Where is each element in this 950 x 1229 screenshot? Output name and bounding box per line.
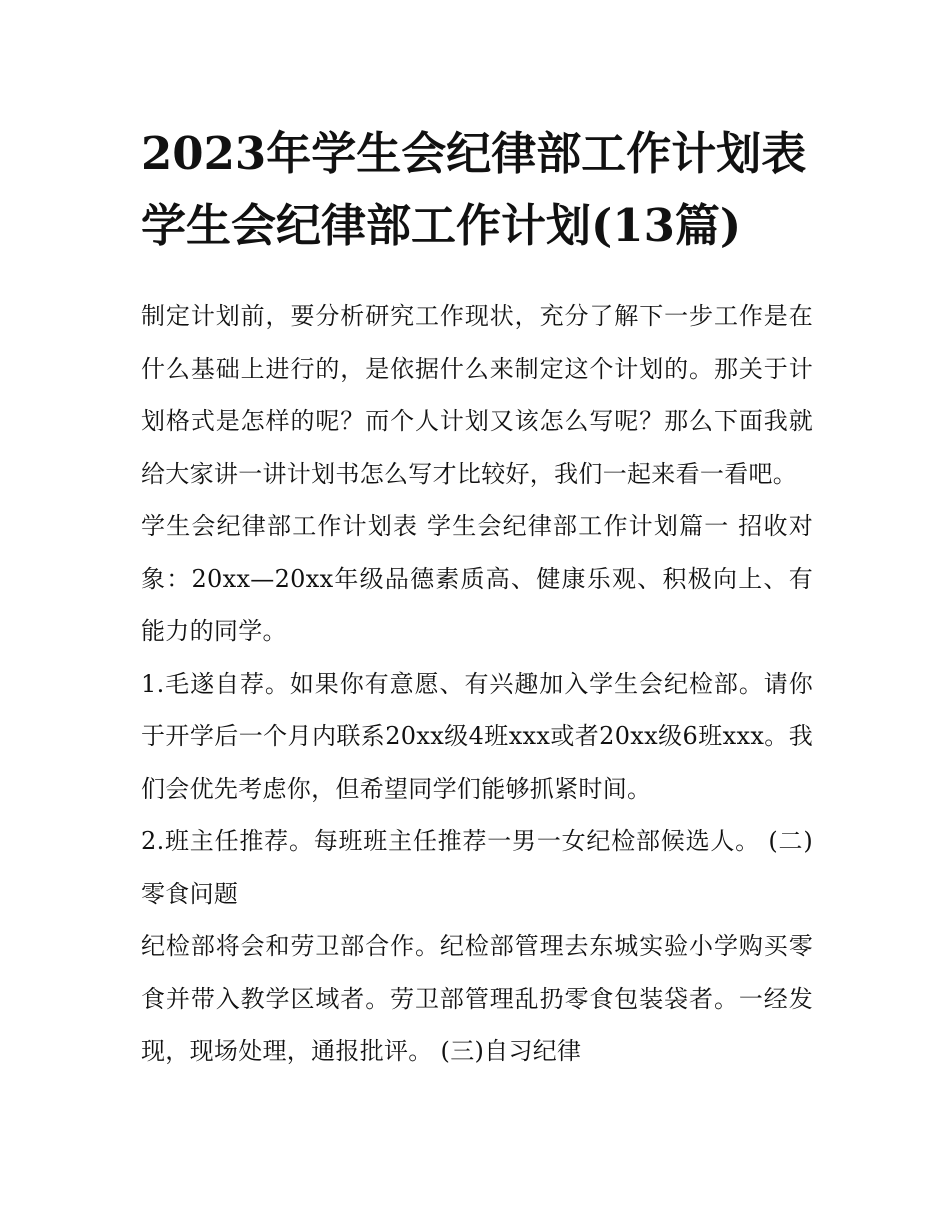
document-page	[141, 118, 813, 1078]
paragraph-recruit-target: 学生会纪律部工作计划表 学生会纪律部工作计划篇一 招收对象：20xx—20xx年级品德素质高、健康乐观、积极向上、有能力的同学。	[141, 512, 813, 645]
document-title: 2023年学生会纪律部工作计划表 学生会纪律部工作计划(13篇)	[141, 127, 807, 252]
paragraph-intro: 制定计划前，要分析研究工作现状，充分了解下一步工作是在什么基础上进行的，是依据什么来制定这个计划的。那关于计划格式是怎样的呢？而个人计划又该怎么写呢？那么下面我就给大家讲一讲计划书怎么写才比较好，我们一起来看一看吧。	[141, 302, 813, 488]
paragraph-self-recommend: 1.毛遂自荐。如果你有意愿、有兴趣加入学生会纪检部。请你于开学后一个月内联系20xx级4班xxx或者20xx级6班xxx。我们会优先考虑你，但希望同学们能够抓紧时间。	[141, 669, 813, 803]
paragraph-teacher-recommend: 2.班主任推荐。每班班主任推荐一男一女纪检部候选人。 (二)零食问题	[141, 827, 813, 908]
paragraph-snack-issue: 纪检部将会和劳卫部合作。纪检部管理去东城实验小学购买零食并带入教学区域者。劳卫部管理乱扔零食包装袋者。一经发现，现场处理，通报批评。 (三)自习纪律	[141, 932, 813, 1065]
